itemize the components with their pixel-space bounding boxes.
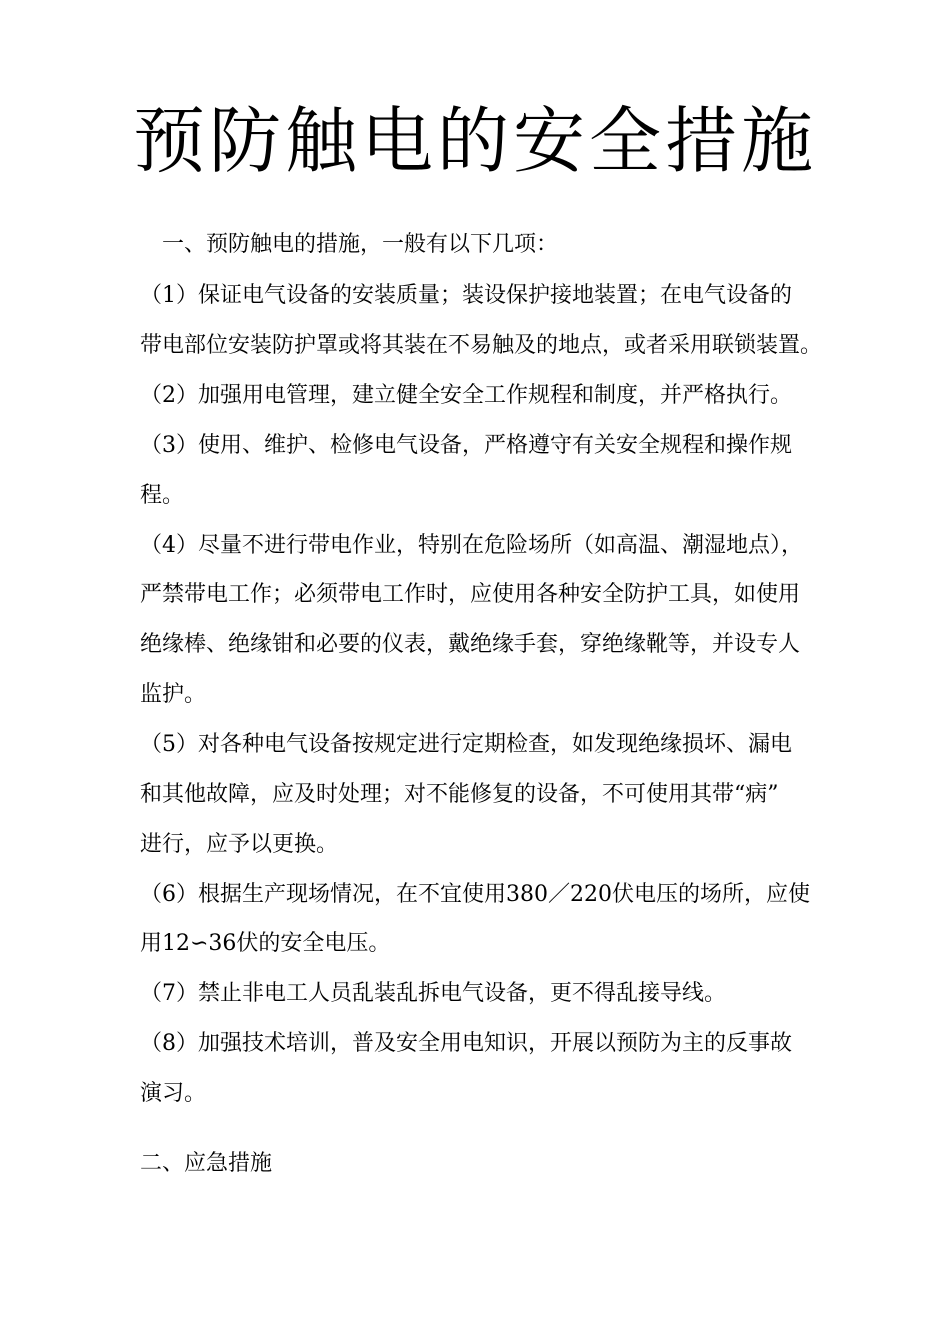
paragraph-line: 用12∽36伏的安全电压。 xyxy=(140,931,391,956)
paragraph-line: （1）保证电气设备的安装质量；装设保护接地装置；在电气设备的 xyxy=(140,283,792,308)
paragraph-line: （6）根据生产现场情况，在不宜使用380／220伏电压的场所，应使 xyxy=(140,882,810,907)
paragraph-line: 和其他故障，应及时处理；对不能修复的设备，不可使用其带“病” xyxy=(140,782,779,807)
paragraph-line: 进行，应予以更换。 xyxy=(140,832,339,857)
section-heading-prevention: 一、预防触电的措施，一般有以下几项： xyxy=(162,232,559,257)
paragraph-line: 绝缘棒、绝缘钳和必要的仪表，戴绝缘手套，穿绝缘靴等，并设专人 xyxy=(140,632,801,657)
paragraph-line: （8）加强技术培训，普及安全用电知识，开展以预防为主的反事故 xyxy=(140,1031,792,1056)
paragraph-line: 带电部位安装防护罩或将其装在不易触及的地点，或者采用联锁装置。 xyxy=(140,333,823,358)
paragraph-line: （3）使用、维护、检修电气设备，严格遵守有关安全规程和操作规 xyxy=(140,433,792,458)
paragraph-line: 演习。 xyxy=(140,1081,207,1106)
paragraph-line: 严禁带电工作；必须带电工作时，应使用各种安全防护工具，如使用 xyxy=(140,582,801,607)
paragraph-line: （7）禁止非电工人员乱装乱拆电气设备，更不得乱接导线。 xyxy=(140,981,726,1006)
paragraph-line: （2）加强用电管理，建立健全安全工作规程和制度，并严格执行。 xyxy=(140,383,792,408)
section-heading-emergency: 二、应急措施 xyxy=(140,1151,273,1176)
paragraph-line: 监护。 xyxy=(140,682,207,707)
paragraph-line: （4）尽量不进行带电作业，特别在危险场所（如高温、潮湿地点）， xyxy=(140,533,803,558)
paragraph-line: 程。 xyxy=(140,483,185,508)
paragraph-line: （5）对各种电气设备按规定进行定期检查，如发现绝缘损坏、漏电 xyxy=(140,732,792,757)
document-title: 预防触电的安全措施 xyxy=(132,99,817,183)
